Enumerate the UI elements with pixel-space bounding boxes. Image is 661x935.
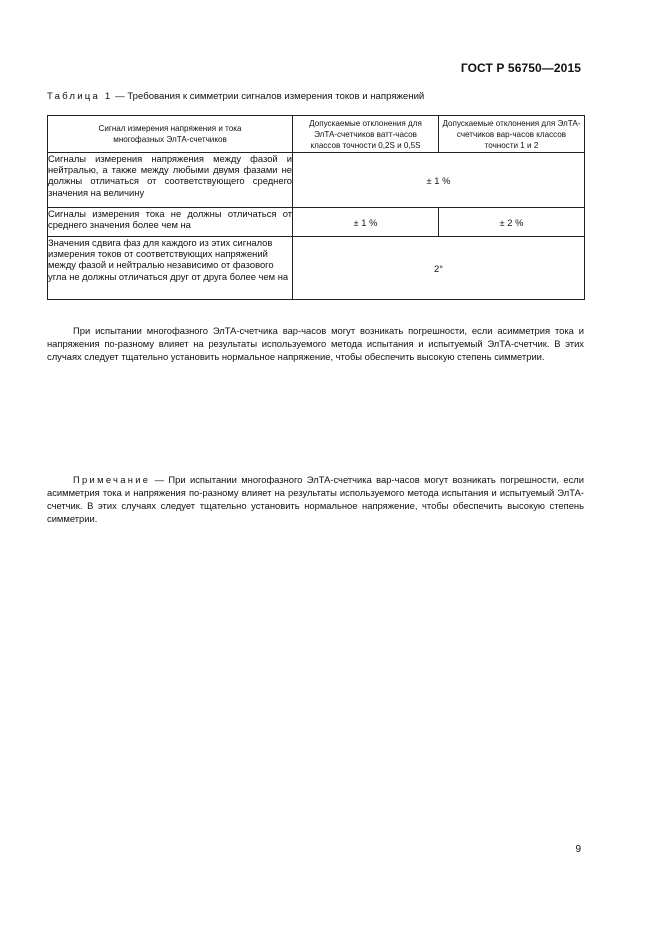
table-header-row [48, 116, 585, 153]
page-number: 9 [575, 844, 581, 855]
header-var-hour-meters: Допускаемые отклонения для ЭлТА-счетчиков вар-часов классов точности 1 и 2 [439, 116, 585, 153]
row-current-value-class1: ± 1 % [293, 208, 439, 237]
table-caption [47, 91, 424, 102]
row-voltage-param: Сигналы измерения напряжения между фазой и нейтралью, а также между любыми двумя фазами не должны отличаться от соответствующего среднего значения на величину [48, 153, 293, 208]
table-row [48, 208, 585, 237]
table-row [48, 153, 585, 208]
note-paragraph [47, 473, 584, 525]
table-caption-text: — Требования к симметрии сигналов измерения токов и напряжений [112, 91, 425, 102]
note-text: — При испытании многофазного ЭлТА-счетчика вар-часов могут возникать погрешности, если асимметрия тока и напряжения по-разному влияет на результаты используемого метода испытания и испытуемый ЭлТА-счетчик. В этих случаях следует тщательно установить нормальное напряжение, чтобы обеспечить высокую степень симметрии. [47, 474, 584, 524]
body-paragraph [47, 324, 584, 363]
note-label: Примечание [73, 474, 151, 485]
row-current-param: Сигналы измерения тока не должны отличаться от среднего значения более чем на [48, 208, 293, 237]
standard-designation: ГОСТ Р 56750—2015 [460, 61, 581, 75]
table-caption-label: Таблица 1 [47, 91, 113, 102]
body-paragraph-text: При испытании многофазного ЭлТА-счетчика вар-часов могут возникать погрешности, если асимметрия тока и напряжения по-разному влияет на результаты используемого метода испытания и испытуемый ЭлТА-счетчик. В этих случаях следует тщательно установить нормальное напряжение, чтобы обеспечить высокую степень симметрии. [47, 325, 584, 362]
header-signal: Сигнал измерения напряжения и тока многофазных ЭлТА-счетчиков [48, 116, 293, 153]
row-phase-value: 2° [293, 237, 585, 300]
row-phase-param: Значения сдвига фаз для каждого из этих сигналов измерения токов от соответствующих напряжений между фазой и нейтралью независимо от фазового угла не должны отличаться друг от друга более чем на [48, 237, 293, 300]
table-row [48, 237, 585, 300]
row-current-value-class2: ± 2 % [439, 208, 585, 237]
row-voltage-value: ± 1 % [293, 153, 585, 208]
header-watt-hour-meters: Допускаемые отклонения для ЭлТА-счетчиков ватт-часов классов точности 0,2S и 0,5S [293, 116, 439, 153]
requirements-table [47, 115, 585, 300]
